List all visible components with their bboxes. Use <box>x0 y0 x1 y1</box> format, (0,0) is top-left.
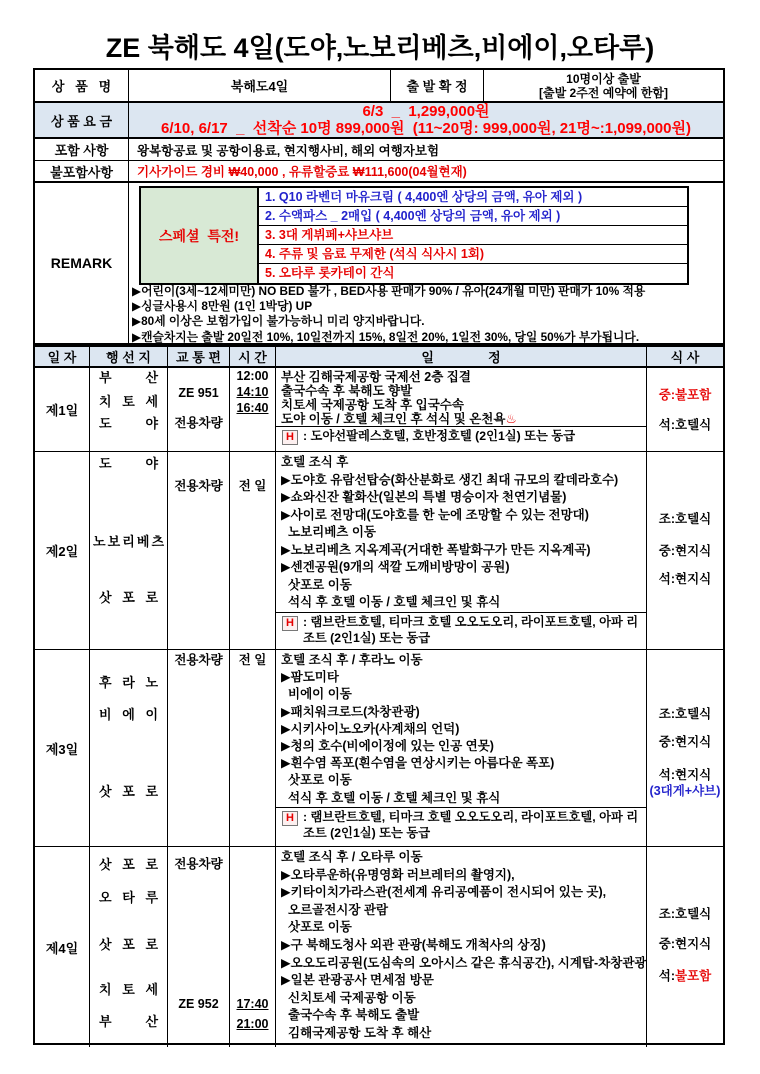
itinerary-cell <box>276 452 647 649</box>
header-time: 시 간 <box>230 347 276 366</box>
itinerary-line: 삿포로 이동 <box>288 920 352 935</box>
special-benefit-item: 4. 주류 및 음료 무제한 (석식 식사시 1회) <box>259 245 687 264</box>
hotel-icon: H <box>282 616 298 631</box>
destination-stop: 삿 포 로 <box>99 784 158 799</box>
meal-entry: 석:불포함 <box>658 969 712 983</box>
header-meals: 식 사 <box>670 350 700 365</box>
destination-cell <box>90 368 168 451</box>
special-benefits-title: 스페셜 특전! <box>141 188 259 283</box>
product-name-value: 북해도4일 <box>129 70 391 101</box>
price-line1: 6/3 _ 1,299,000원 <box>362 103 490 120</box>
itinerary-line: 석식 후 호텔 이동 / 호텔 체크인 및 휴식 <box>288 790 501 805</box>
meal-entry: 석:현지식 <box>658 572 712 586</box>
meal-entry: 중:불포함 <box>658 388 712 402</box>
itinerary-line: ▶패치워크로드(차창관광) <box>281 704 420 719</box>
itinerary-line: ▶구 북해도청사 외관 관광(북해도 개척사의 상징) <box>281 937 546 952</box>
day-row <box>35 368 723 452</box>
itinerary-line: 오르골전시장 관람 <box>288 902 389 917</box>
itinerary-line: 호텔 조식 후 / 후라노 이동 <box>281 653 423 667</box>
time-entry: 14:10 <box>236 385 269 399</box>
itinerary-lines <box>276 650 646 807</box>
destination-stop: 부 산 <box>99 1014 158 1029</box>
itinerary-line: 김해국제공항 도착 후 해산 <box>288 1025 432 1040</box>
header-itinerary: 일 정 <box>276 347 647 366</box>
header-day: 일 자 <box>35 347 90 366</box>
itinerary-line: ▶도야호 유람선탑승(화산분화로 생긴 최대 규모의 칼데라호수) <box>281 472 619 487</box>
schedule-table <box>33 345 725 1045</box>
excluded-label: 불포함사항 <box>35 161 129 181</box>
meal-entry: 조:호텔식 <box>658 907 712 921</box>
day-number-cell: 제4일 <box>35 847 90 1047</box>
transport-entry: 전용차량 <box>174 416 223 430</box>
destination-stop: 비 에 이 <box>99 707 158 722</box>
day-row <box>35 650 723 847</box>
hotel-info <box>276 807 646 843</box>
meal-entry: 조:호텔식 <box>658 707 712 721</box>
itinerary-line: ▶오타루운하(유명영화 러브레터의 촬영지), <box>281 867 515 882</box>
itinerary-line: 부산 김해국제공항 국제선 2층 집결 <box>281 370 471 384</box>
remark-note-line: ▶싱글사용시 8만원 (1인 1박당) UP <box>132 299 313 314</box>
hotel-names: : 램브란트호텔, 티마크 호텔 오오도오리, 라이포트호텔, 아파 리조트 (2인1실) 또는 동급 <box>302 810 639 840</box>
itinerary-line: 출국수속 후 북해도 출발 <box>288 1008 420 1023</box>
itinerary-line: ▶흰수염 폭포(흰수염을 연상시키는 아름다운 폭포) <box>281 756 555 771</box>
special-benefit-item: 5. 오타루 롯카테이 간식 <box>265 266 395 280</box>
transport-cell <box>168 452 230 649</box>
itinerary-line: 석식 후 호텔 이동 / 호텔 체크인 및 휴식 <box>288 595 501 609</box>
destination-stop: 후 라 노 <box>99 675 158 690</box>
itinerary-line: ▶센겐공원(9개의 색깔 도깨비방망이 공원) <box>281 560 510 574</box>
included-row <box>35 139 723 161</box>
meals-cell <box>647 368 723 451</box>
schedule-header-row <box>35 347 723 368</box>
header-destination: 행 선 지 <box>90 347 168 366</box>
remark-note-line: ▶80세 이상은 보험가입이 불가능하니 미리 양지바랍니다. <box>132 314 425 329</box>
day-row <box>35 452 723 650</box>
time-cell <box>230 847 276 1047</box>
meals-cell <box>647 847 723 1047</box>
remark-notes <box>132 284 721 343</box>
day-number-cell: 제2일 <box>35 452 90 649</box>
itinerary-line: ▶오오도리공원(도심속의 오아시스 같은 휴식공간), 시계탑-차창관광 <box>281 955 646 970</box>
itinerary-line: 삿포로 이동 <box>288 773 352 788</box>
transport-cell <box>168 847 230 1047</box>
destination-stop: 노 보 리 베 츠 <box>93 534 164 549</box>
page-title: ZE 북해도 4일(도야,노보리베츠,비에이,오타루) <box>105 33 655 63</box>
itinerary-line: ▶팜도미타 <box>281 670 339 685</box>
product-name-row <box>35 70 723 103</box>
destination-stop: 삿 포 로 <box>99 590 158 605</box>
destination-stop: 도 야 <box>99 456 158 471</box>
itinerary-line: ▶시키사이노오카(사계채의 언덕) <box>281 721 460 736</box>
price-row <box>35 103 723 139</box>
itinerary-cell <box>276 847 647 1047</box>
remark-note-line: ▶어린이(3세~12세미만) NO BED 불가 , BED사용 판매가 90% / 유아(24개월 미만) 판매가 10% 적용 <box>132 284 646 298</box>
transport-entry: 전용차량 <box>174 857 223 871</box>
time-entry: 전 일 <box>238 479 267 493</box>
meals-cell <box>647 650 723 846</box>
remark-content <box>129 183 723 343</box>
meal-entry: 중:현지식 <box>658 544 712 558</box>
hotel-names: : 램브란트호텔, 티마크 호텔 오오도오리, 라이포트호텔, 아파 리조트 (2인1실) 또는 동급 <box>302 615 639 645</box>
itinerary-line: 삿포로 이동 <box>288 577 352 592</box>
hot-spring-icon: ♨ <box>505 412 517 426</box>
included-value: 왕복항공료 및 공항이용료, 현지행사비, 해외 여행자보험 <box>137 143 440 158</box>
destination-stop: 치 토 세 <box>99 982 158 997</box>
transport-entry: 전용차량 <box>174 479 223 493</box>
remark-label: REMARK <box>35 183 129 343</box>
meal-entry: (3대게+샤브) <box>649 784 721 798</box>
hotel-info <box>276 612 646 648</box>
transport-cell <box>168 368 230 451</box>
itinerary-cell <box>276 650 647 846</box>
transport-cell <box>168 650 230 846</box>
meal-entry: 중:현지식 <box>658 937 712 951</box>
remark-note-line: ▶캔슬차지는 출발 20일전 10%, 10일전까지 15%, 8일전 20%, 1일전 30%, 당일 50%가 부가됩니다. <box>132 329 640 343</box>
day-number-cell: 제1일 <box>35 368 90 451</box>
itinerary-line: ▶일본 관광공사 면세점 방문 <box>281 973 434 988</box>
departure-condition-line2: [출발 2주전 예약에 한함] <box>539 85 668 100</box>
product-info-table <box>33 68 725 345</box>
header-transport: 교 통 편 <box>168 347 230 366</box>
hotel-icon: H <box>282 811 298 826</box>
day-row <box>35 847 723 1047</box>
excluded-value: 기사가이드 경비 ₩40,000 , 유류할증료 ₩111,600(04월현재) <box>137 165 467 179</box>
remark-row <box>35 183 723 343</box>
time-entry: 21:00 <box>236 1017 269 1031</box>
itinerary-line: 도야 이동 / 호텔 체크인 후 석식 및 온천욕♨ <box>281 412 517 426</box>
itinerary-cell <box>276 368 647 451</box>
itinerary-line: ▶사이로 전망대(도야호를 한 눈에 조망할 수 있는 전망대) <box>281 507 589 522</box>
itinerary-line: ▶청의 호수(비에이정에 있는 인공 연못) <box>281 738 494 753</box>
itinerary-lines <box>276 368 646 426</box>
itinerary-line: ▶키타이치가라스관(전세계 유리공예품이 전시되어 있는 곳), <box>281 885 607 900</box>
itinerary-line: 노보리베츠 이동 <box>288 525 376 539</box>
time-entry: 16:40 <box>236 401 269 415</box>
itinerary-line: 출국수속 후 북해도 향발 <box>281 384 413 398</box>
special-benefit-item: 3. 3대 게뷔페+샤브샤브 <box>259 226 687 245</box>
hotel-info <box>276 426 646 447</box>
destination-stop: 삿 포 로 <box>99 937 158 952</box>
destination-cell <box>90 847 168 1047</box>
time-entry: 17:40 <box>236 997 269 1011</box>
departure-condition-line1: 10명이상 출발 <box>566 71 641 86</box>
meal-entry: 조:호텔식 <box>658 512 712 526</box>
itinerary-lines <box>276 847 646 1047</box>
transport-entry: 전용차량 <box>174 653 223 667</box>
destination-stop: 삿 포 로 <box>99 857 158 872</box>
itinerary-line: 신치토세 국제공항 이동 <box>288 990 416 1005</box>
transport-entry: ZE 952 <box>178 997 219 1011</box>
day-number-cell: 제3일 <box>35 650 90 846</box>
time-entry: 12:00 <box>236 369 269 383</box>
meal-entry: 석:호텔식 <box>658 418 712 432</box>
time-cell <box>230 650 276 846</box>
departure-condition <box>484 70 723 101</box>
transport-entry: ZE 951 <box>178 386 219 400</box>
time-cell <box>230 452 276 649</box>
destination-stop: 도 야 <box>99 416 158 431</box>
price-label: 상 품 요 금 <box>35 103 129 137</box>
special-benefit-item: 2. 수액파스 _ 2매입 ( 4,400엔 상당의 금액, 유아 제외 ) <box>259 207 687 226</box>
itinerary-line: 호텔 조식 후 <box>281 455 349 469</box>
time-entry: 전 일 <box>238 653 267 667</box>
itinerary-lines <box>276 452 646 612</box>
hotel-icon: H <box>282 430 298 445</box>
itinerary-line: 치토세 국제공항 도착 후 입국수속 <box>281 398 464 412</box>
meals-cell <box>647 452 723 649</box>
destination-stop: 오 타 루 <box>99 890 158 905</box>
price-value <box>129 103 723 137</box>
itinerary-line: ▶쇼와신잔 활화산(일본의 특별 명승이자 천연기념물) <box>281 490 567 504</box>
price-line2: 6/10, 6/17 _ 선착순 10명 899,000원 (11~20명: 999,000원, 21명~:1,099,000원) <box>161 120 691 137</box>
destination-stop: 부 산 <box>99 370 158 385</box>
destination-cell <box>90 650 168 846</box>
itinerary-line: 비에이 이동 <box>288 687 352 702</box>
excluded-row <box>35 161 723 183</box>
destination-cell <box>90 452 168 649</box>
destination-stop: 치 토 세 <box>99 394 158 409</box>
meal-entry: 석:현지식 <box>658 768 712 782</box>
meal-entry: 중:현지식 <box>658 735 712 749</box>
time-cell <box>230 368 276 451</box>
product-name-label: 상 품 명 <box>35 70 129 101</box>
itinerary-line: ▶노보리베츠 지옥계곡(거대한 폭발화구가 만든 지옥계곡) <box>281 542 591 557</box>
special-benefit-item: 1. Q10 라벤더 마유크림 ( 4,400엔 상당의 금액, 유아 제외 ) <box>259 188 687 207</box>
itinerary-line: 호텔 조식 후 / 오타루 이동 <box>281 850 423 864</box>
special-benefits-box <box>139 186 689 285</box>
included-label: 포함 사항 <box>35 139 129 160</box>
departure-confirm-label: 출 발 확 정 <box>391 70 484 101</box>
hotel-names: : 도야선팔레스호텔, 호반정호텔 (2인1실) 또는 동급 <box>302 429 576 444</box>
